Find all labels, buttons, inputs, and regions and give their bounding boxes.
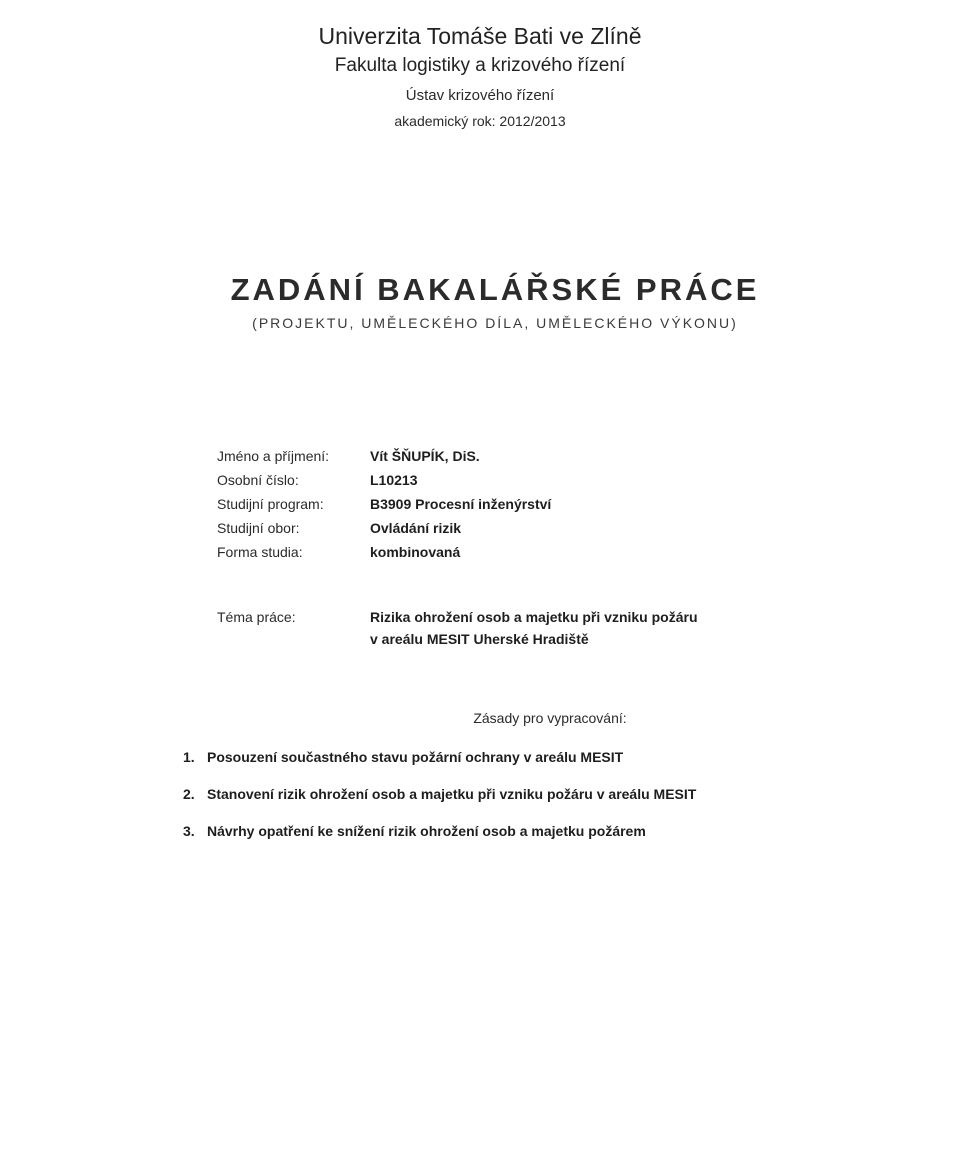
info-value: L10213 [370, 472, 418, 488]
info-label: Forma studia: [217, 544, 303, 560]
list-item [183, 749, 696, 786]
item-text: Posouzení součastného stavu požární ochrany v areálu MESIT [207, 749, 624, 765]
info-row-personal-number [217, 472, 551, 496]
list-item [183, 823, 696, 860]
principles-heading-block [0, 710, 960, 728]
principles-list [183, 749, 696, 860]
info-label: Studijní program: [217, 496, 324, 512]
document-header [0, 20, 960, 132]
student-info [217, 448, 551, 568]
university-name: Univerzita Tomáše Bati ve Zlíně [318, 23, 642, 49]
info-row-program [217, 496, 551, 520]
principles-heading: Zásady pro vypracování: [473, 710, 627, 726]
topic-line-2: v areálu MESIT Uherské Hradiště [370, 631, 589, 647]
info-value: Ovládání rizik [370, 520, 462, 536]
topic-value [370, 606, 698, 650]
info-value: kombinovaná [370, 544, 461, 560]
info-label: Jméno a příjmení: [217, 448, 330, 464]
info-row-name [217, 448, 551, 472]
info-value: Vít ŠŇUPÍK, DiS. [370, 448, 480, 464]
info-value: B3909 Procesní inženýrství [370, 496, 552, 512]
info-label: Osobní číslo: [217, 472, 299, 488]
info-row-field [217, 520, 551, 544]
info-row-study-form [217, 544, 551, 568]
document-subtitle: (PROJEKTU, UMĚLECKÉHO DÍLA, UMĚLECKÉHO VÝKONU) [252, 315, 738, 331]
faculty-name: Fakulta logistiky a krizového řízení [334, 55, 626, 76]
topic-line-1: Rizika ohrožení osob a majetku při vzniku požáru [370, 609, 698, 625]
document-title: ZADÁNÍ BAKALÁŘSKÉ PRÁCE [230, 272, 760, 307]
item-number: 2. [183, 786, 195, 802]
info-label: Studijní obor: [217, 520, 300, 536]
item-text: Návrhy opatření ke snížení rizik ohrožení osob a majetku požárem [207, 823, 646, 839]
academic-year: akademický rok: 2012/2013 [394, 113, 566, 129]
item-number: 3. [183, 823, 195, 839]
item-number: 1. [183, 749, 195, 765]
thesis-topic [217, 606, 698, 650]
topic-label: Téma práce: [217, 609, 296, 625]
list-item [183, 786, 696, 823]
institute-name: Ústav krizového řízení [405, 87, 555, 104]
item-text: Stanovení rizik ohrožení osob a majetku při vzniku požáru v areálu MESIT [207, 786, 697, 802]
title-block [0, 268, 960, 334]
